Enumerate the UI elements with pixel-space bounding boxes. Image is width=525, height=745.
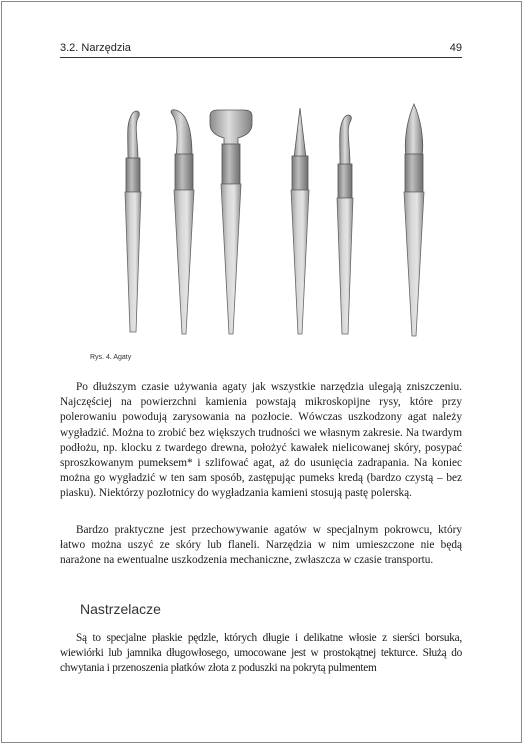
- section-subheading: Nastrzelacze: [80, 601, 161, 617]
- agate-tool-spatula: [210, 110, 252, 334]
- agate-tool-tooth: [171, 110, 194, 334]
- section-title: 3.2. Narzędzia: [60, 42, 131, 54]
- agate-tool-hook-2: [337, 115, 353, 334]
- agate-tool-hook-1: [125, 111, 141, 332]
- agate-tool-pointed-oval: [404, 104, 424, 336]
- document-page: [1, 1, 522, 743]
- paragraph-3: Są to specjalne płaskie pędzle, których długie i delikatne włosie z sierści borsuka, wiewiórki lub jamnika długowłosego, umocowane jest w prostokątnej tekturce. Służą do chwytania i przenoszenia płatków złota z poduszki na pokrytą pulmentem: [60, 632, 462, 675]
- figure-caption: Rys. 4. Agaty: [90, 354, 132, 361]
- agate-tools-illustration: [92, 94, 452, 342]
- agate-tool-needle: [291, 108, 309, 334]
- paragraph-2: Bardzo praktyczne jest przechowywanie agatów w specjalnym pokrowcu, który łatwo można uszyć ze skóry lub flaneli. Narzędzia w nim umieszczone nie będą narażone na ewentualne uszkodzenia mechaniczne, zwłaszcza w czasie transportu.: [60, 524, 462, 567]
- paragraph-1: Po dłuższym czasie używania agaty jak wszystkie narzędzia ulegają zniszczeniu. Najczęściej na powierzchni kamienia powstają mikroskopijne rysy, które przy polerowaniu powodują zarysowania na pozłocie. Wówczas uszkodzony agat należy wygładzić. Można to zrobić bez większych trudności we własnym zakresie. Na twardym podłożu, np. klocku z twardego drewna, położyć kawałek nielicowanej skóry, posypać sproszkowanym pumeksem* i szlifować agat, aż do usunięcia zadrapania. Na koniec można go wygładzić w ten sam sposób, zastępując pumeks kredą (bardzo czystą – bez piasku). Niektórzy pozłotnicy do wygładzania kamieni stosują pastę polerską.: [60, 381, 462, 500]
- page-number: 49: [449, 42, 462, 54]
- running-header: [60, 41, 462, 58]
